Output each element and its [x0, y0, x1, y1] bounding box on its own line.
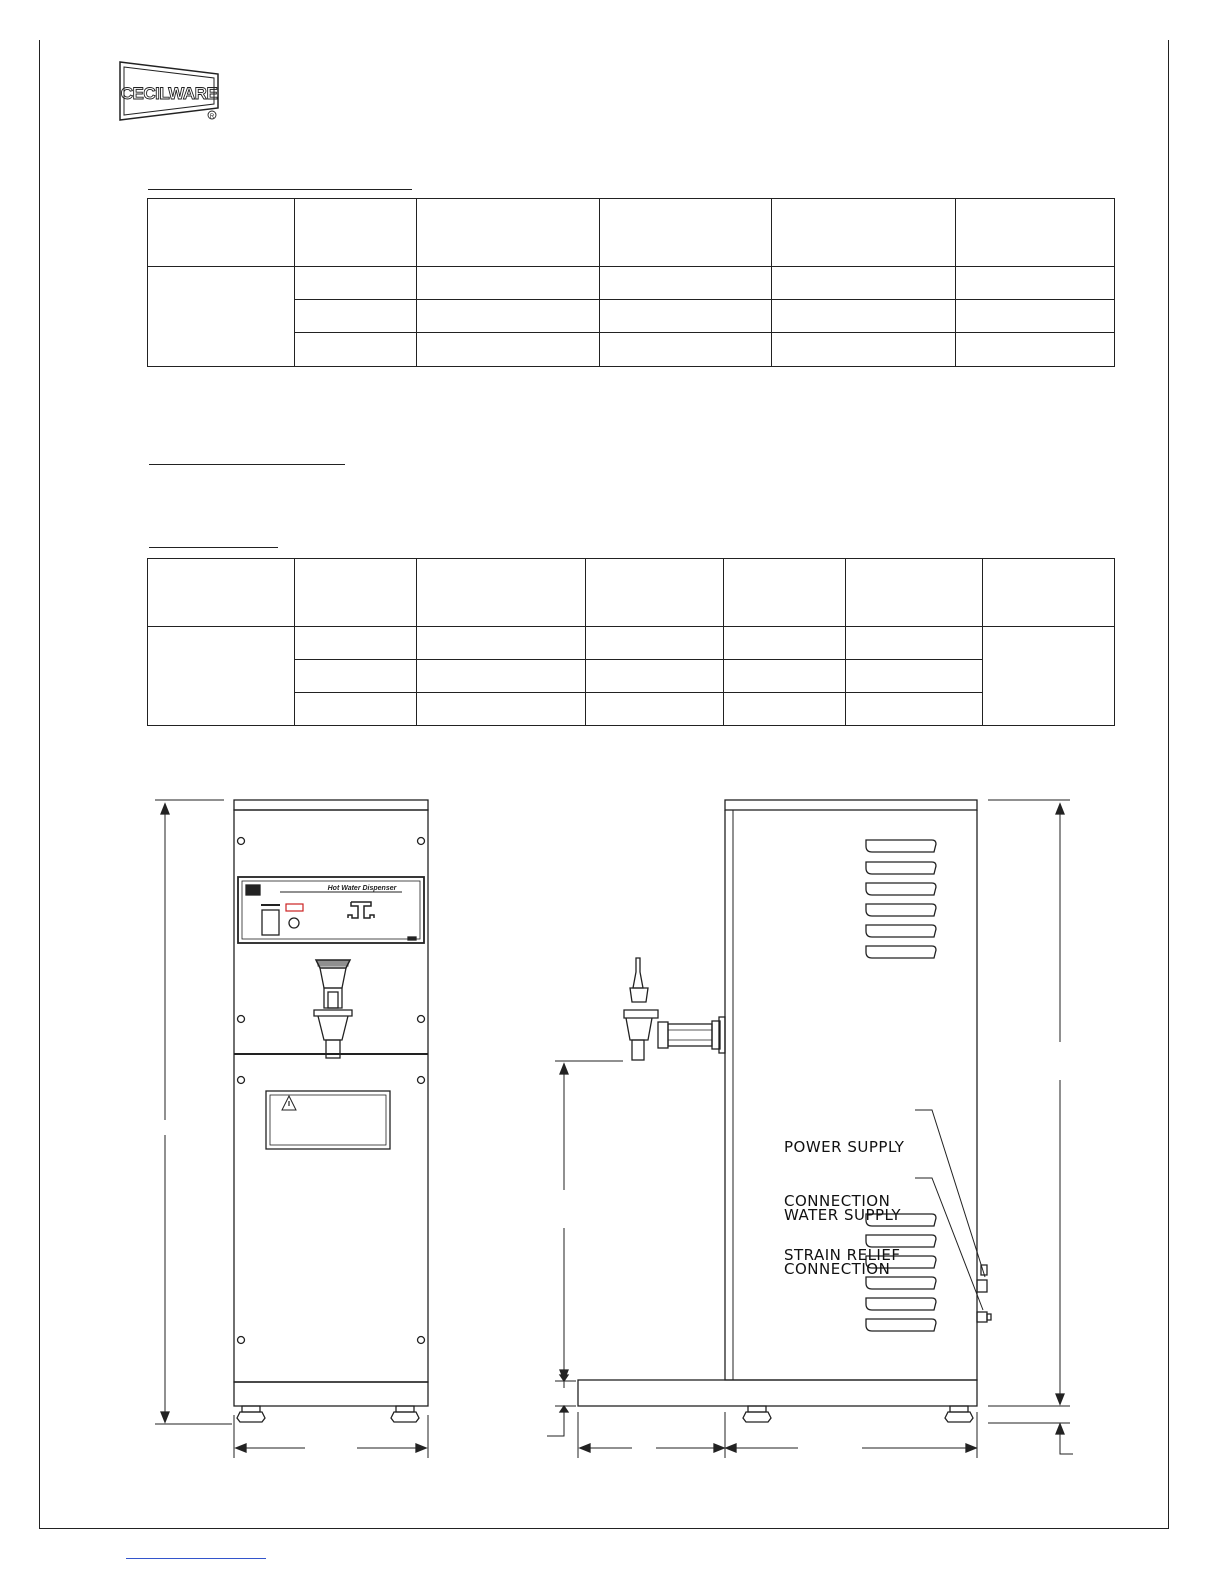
- bottom-border: [39, 1528, 1169, 1529]
- section-rule-1: [148, 189, 412, 190]
- callout-power-line-1: POWER SUPPLY: [784, 1138, 905, 1156]
- spec-table-1: [147, 198, 1115, 367]
- dispenser-drawing: [0, 780, 1224, 1480]
- table-row: [148, 267, 1115, 300]
- table-header-row: [148, 559, 1115, 627]
- registered-mark: R: [209, 114, 215, 120]
- callout-water-supply: [784, 1170, 901, 1296]
- spec-table-2: [147, 558, 1115, 726]
- front-view: [155, 800, 428, 1458]
- section-rule-2: [149, 464, 345, 465]
- table-header-row: [148, 199, 1115, 267]
- section-rule-3: [149, 547, 278, 548]
- callout-power-line-3: STRAIN RELIEF: [784, 1246, 901, 1264]
- table-row: [148, 627, 1115, 660]
- logo-wordmark: CECILWARE: [120, 84, 218, 103]
- panel-title: Hot Water Dispenser: [327, 885, 397, 892]
- callout-water-line-1: WATER SUPPLY: [784, 1206, 902, 1224]
- footer-link-underline[interactable]: [126, 1558, 266, 1559]
- callout-water-line-2: CONNECTION: [784, 1260, 891, 1278]
- callout-power-line-2: CONNECTION: [784, 1192, 891, 1210]
- brand-logo: [118, 60, 228, 124]
